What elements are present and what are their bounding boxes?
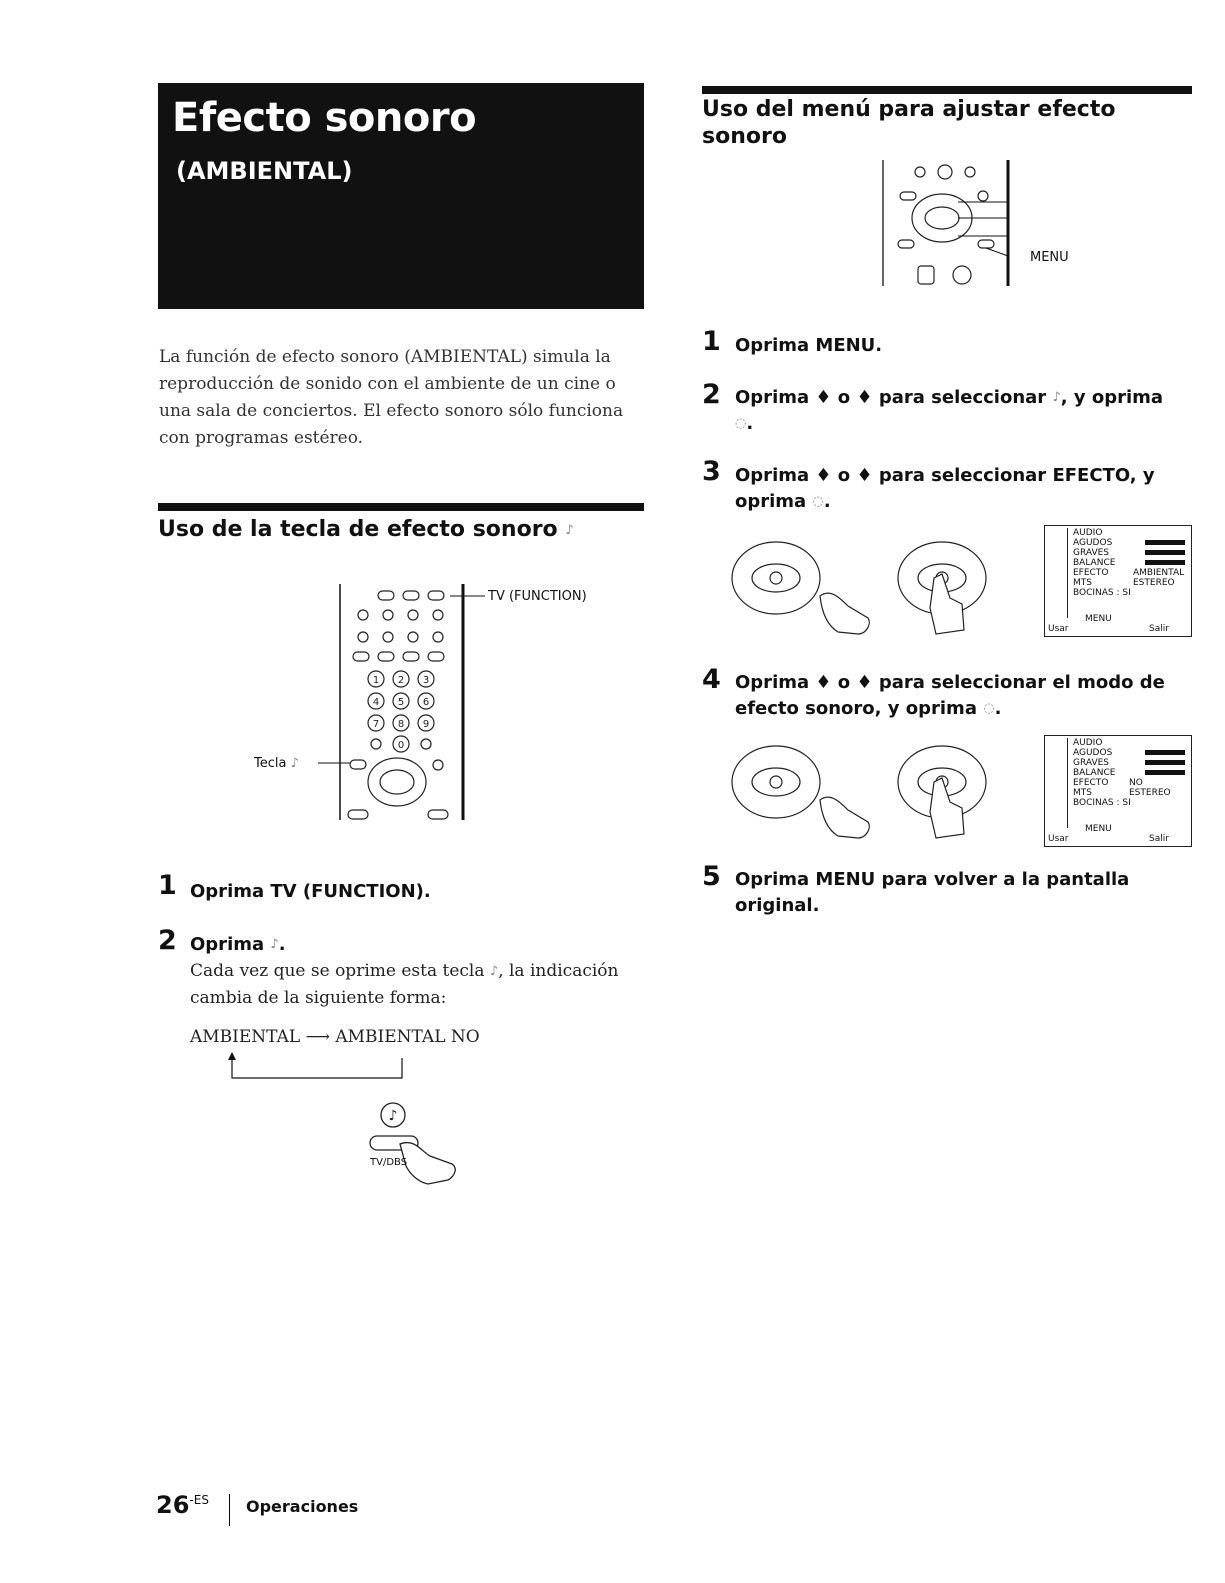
osd-usar-label: Usar	[1048, 834, 1069, 844]
sound-menu-icon: ♪	[1052, 390, 1061, 405]
step-detail: Cada vez que se oprime esta tecla ♪, la indicación cambia de la siguiente forma:	[190, 958, 640, 1012]
sequence-item-b: AMBIENTAL NO	[335, 1027, 480, 1047]
osd-salir-label: Salir	[1149, 624, 1169, 634]
svg-text:♪: ♪	[388, 1108, 398, 1124]
osd-menu-label: MENU	[1085, 614, 1112, 624]
svg-text:2: 2	[397, 675, 405, 686]
remote-illustration	[250, 582, 610, 852]
page-subtitle: (AMBIENTAL)	[176, 157, 353, 185]
osd-menu-label: MENU	[1085, 824, 1112, 834]
osd-value: ESTEREO	[1133, 578, 1175, 588]
osd-item: MTS	[1073, 788, 1092, 798]
osd-item: BOCINAS : SI	[1073, 588, 1131, 598]
step-number: 5	[702, 861, 721, 892]
osd-item: GRAVES	[1073, 758, 1109, 768]
select-button-icon: ◌	[983, 701, 995, 716]
select-button-icon: ◌	[812, 494, 824, 509]
sequence-line	[190, 1024, 480, 1051]
menu-label: MENU	[1030, 250, 1069, 265]
sound-effect-icon: ♪	[270, 937, 279, 952]
osd-item: AGUDOS	[1073, 748, 1113, 758]
arrow-right-icon: ⟶	[305, 1027, 330, 1047]
osd-item: BALANCE	[1073, 768, 1116, 778]
title-block	[158, 83, 644, 309]
svg-text:5: 5	[397, 697, 405, 708]
tecla-label: Tecla ♪	[254, 756, 299, 771]
footer-section: Operaciones	[246, 1497, 359, 1516]
osd-item: AUDIO	[1073, 528, 1103, 538]
osd-item: MTS	[1073, 578, 1092, 588]
step-number: 4	[702, 664, 721, 695]
step3-hand-illustration	[730, 538, 1030, 638]
step-number: 2	[158, 925, 177, 956]
tv-dbs-label: TV/DBS	[370, 1157, 408, 1168]
svg-text:4: 4	[372, 697, 380, 708]
step-text: Oprima MENU para volver a la pantalla original.	[735, 869, 1130, 916]
osd-item: AUDIO	[1073, 738, 1103, 748]
page-title: Efecto sonoro	[172, 95, 477, 141]
svg-text:9: 9	[422, 719, 430, 730]
step-number: 2	[702, 379, 721, 410]
osd-item: EFECTO	[1073, 568, 1109, 578]
svg-text:3: 3	[422, 675, 430, 686]
select-button-icon: ◌	[735, 416, 747, 431]
step-number: 1	[158, 870, 177, 901]
footer-divider	[229, 1494, 230, 1526]
sequence-item-a: AMBIENTAL	[190, 1027, 301, 1047]
page-number: $26^{-ES}$	[156, 1491, 209, 1519]
osd-item: EFECTO	[1073, 778, 1109, 788]
osd-menu-screen	[1044, 735, 1192, 847]
left-section-heading: Uso de la tecla de efecto sonoro ♪	[158, 517, 574, 542]
sound-effect-icon: ♪	[290, 756, 299, 771]
osd-salir-label: Salir	[1149, 834, 1169, 844]
step-text: Oprima TV (FUNCTION).	[190, 881, 431, 902]
section-rule	[158, 503, 644, 511]
svg-text:7: 7	[372, 719, 380, 730]
osd-menu-screen	[1044, 525, 1192, 637]
svg-text:8: 8	[397, 719, 405, 730]
tv-function-label: TV (FUNCTION)	[488, 589, 587, 604]
step-number: 3	[702, 456, 721, 487]
osd-item: BALANCE	[1073, 558, 1116, 568]
step-number: 1	[702, 326, 721, 357]
sound-effect-icon: ♪	[565, 522, 574, 538]
press-button-illustration	[360, 1100, 480, 1190]
step4-hand-illustration	[730, 742, 1030, 842]
step-text: Oprima ♦ o ♦ para seleccionar ♪, y oprima ◌.	[735, 385, 1185, 437]
osd-value: NO	[1129, 778, 1143, 788]
osd-item: BOCINAS : SI	[1073, 798, 1131, 808]
step-text: Oprima MENU.	[735, 335, 883, 356]
sequence-return-arrow	[222, 1052, 412, 1082]
section-rule	[702, 86, 1192, 94]
sound-effect-icon: ♪	[489, 964, 499, 979]
osd-value: AMBIENTAL	[1133, 568, 1185, 578]
svg-text:1: 1	[372, 675, 380, 686]
step-text: Oprima ♦ o ♦ para seleccionar EFECTO, y oprima ◌.	[735, 463, 1185, 515]
intro-paragraph: La función de efecto sonoro (AMBIENTAL) simula la reproducción de sonido con el ambiente de un cine o una sala de conciertos. El efecto sonoro sólo funciona con programas estéreo.	[159, 347, 624, 448]
step-text: Oprima ♦ o ♦ para seleccionar el modo de efecto sonoro, y oprima ◌.	[735, 670, 1185, 722]
osd-item: GRAVES	[1073, 548, 1109, 558]
svg-text:0: 0	[397, 740, 405, 751]
remote-top-illustration	[878, 158, 1018, 290]
osd-item: AGUDOS	[1073, 538, 1113, 548]
svg-text:6: 6	[422, 697, 430, 708]
osd-value: ESTEREO	[1129, 788, 1171, 798]
right-section-heading: Uso del menú para ajustar efecto sonoro	[702, 97, 1116, 149]
step-text: Oprima ♪.	[190, 932, 286, 958]
osd-usar-label: Usar	[1048, 624, 1069, 634]
